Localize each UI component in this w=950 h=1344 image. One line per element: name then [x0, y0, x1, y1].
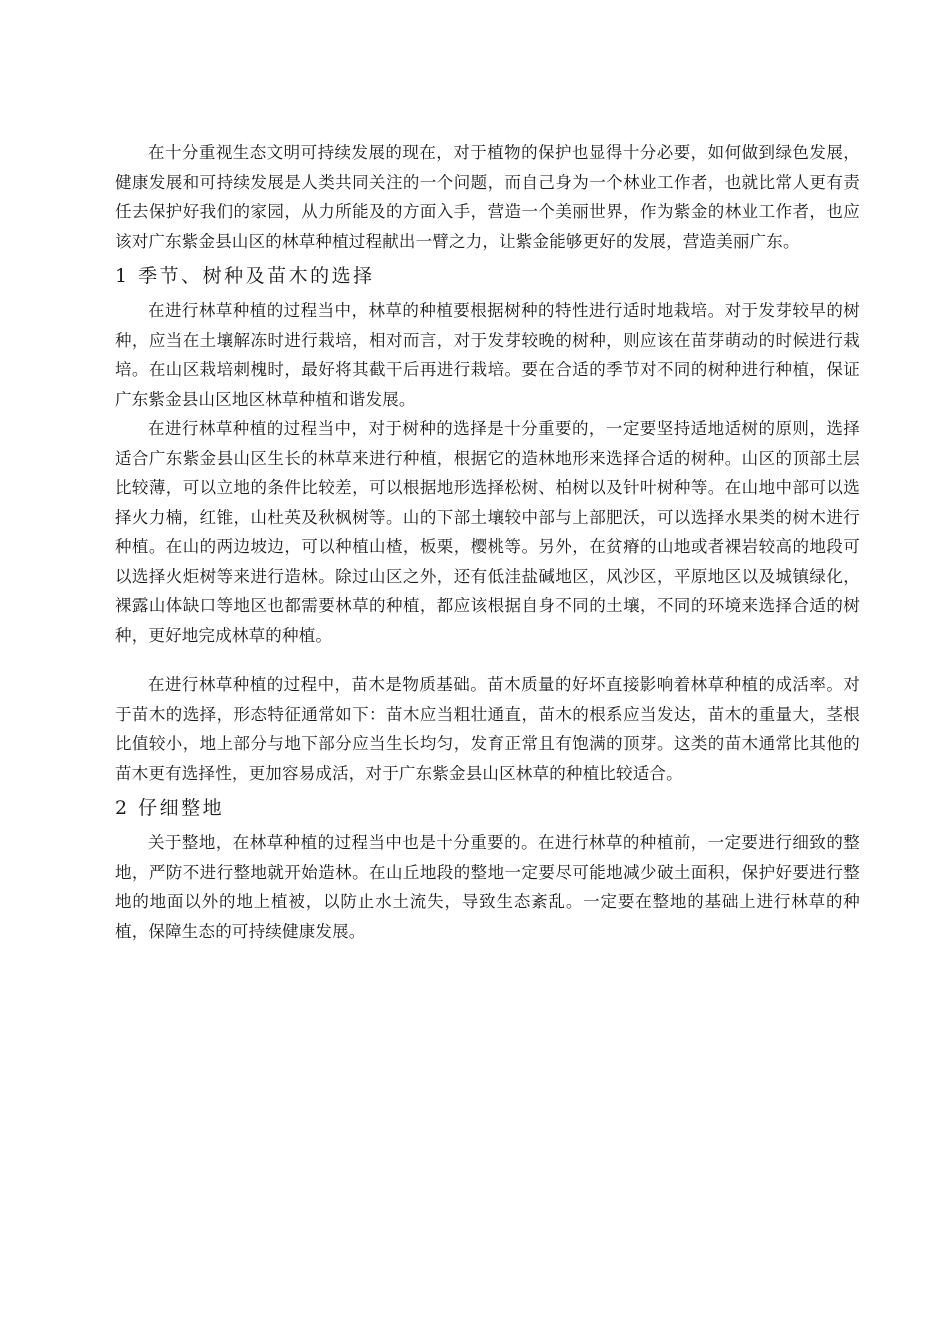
paragraph-spacer: [115, 650, 860, 670]
section-2-paragraph-1: 关于整地，在林草种植的过程当中也是十分重要的。在进行林草的种植前，一定要进行细致的整地，严防不进行整地就开始造林。在山丘地段的整地一定要尽可能地减少破土面积，保护好要进行整地的地面以外的地上植被，以防止水土流失，导致生态紊乱。一定要在整地的基础上进行林草的种植，保障生态的可持续健康发展。: [115, 833, 860, 941]
document-page: [115, 138, 860, 946]
intro-paragraph: 在十分重视生态文明可持续发展的现在，对于植物的保护也显得十分必要，如何做到绿色发展，健康发展和可持续发展是人类共同关注的一个问题，而自己身为一个林业工作者，也就比常人更有责任去保护好我们的家园，从力所能及的方面入手，营造一个美丽世界，作为紫金的林业工作者，也应该对广东紫金县山区的林草种植过程献出一臂之力，让紫金能够更好的发展，营造美丽广东。: [115, 143, 860, 251]
section-1-paragraph-2: 在进行林草种植的过程当中，对于树种的选择是十分重要的，一定要坚持适地适树的原则，选择适合广东紫金县山区生长的林草来进行种植，根据它的造林地形来选择合适的树种。山区的顶部土层比较薄，可以立地的条件比较差，可以根据地形选择松树、柏树以及针叶树种等。在山地中部可以选择火力楠，红锥，山杜英及秋枫树等。山的下部土壤较中部与上部肥沃，可以选择水果类的树木进行种植。在山的两边坡边，可以种植山楂，板栗，樱桃等。另外，在贫瘠的山地或者裸岩较高的地段可以选择火炬树等来进行造林。除过山区之外，还有低洼盐碱地区，风沙区，平原地区以及城镇绿化，裸露山体缺口等地区也都需要林草的种植，都应该根据自身不同的土壤，不同的环境来选择合适的树种，更好地完成林草的种植。: [115, 419, 860, 645]
section-heading-1: 1 季节、树种及苗木的选择: [115, 265, 375, 287]
section-1-paragraph-3: 在进行林草种植的过程中，苗木是物质基础。苗木质量的好坏直接影响着林草种植的成活率。对于苗木的选择，形态特征通常如下：苗木应当粗壮通直，苗木的根系应当发达，苗木的重量大，茎根比值较小，地上部分与地下部分应当生长均匀，发育正常且有饱满的顶芽。这类的苗木通常比其他的苗木更有选择性，更加容易成活，对于广东紫金县山区林草的种植比较适合。: [115, 675, 860, 783]
section-1-paragraph-1: 在进行林草种植的过程当中，林草的种植要根据树种的特性进行适时地栽培。对于发芽较早的树种，应当在土壤解冻时进行栽培，相对而言，对于发芽较晚的树种，则应该在苗芽萌动的时候进行栽培。在山区栽培刺槐时，最好将其截干后再进行栽培。要在合适的季节对不同的树种进行种植，保证广东紫金县山区地区林草种植和谐发展。: [115, 301, 860, 409]
section-heading-2: 2 仔细整地: [115, 797, 225, 819]
